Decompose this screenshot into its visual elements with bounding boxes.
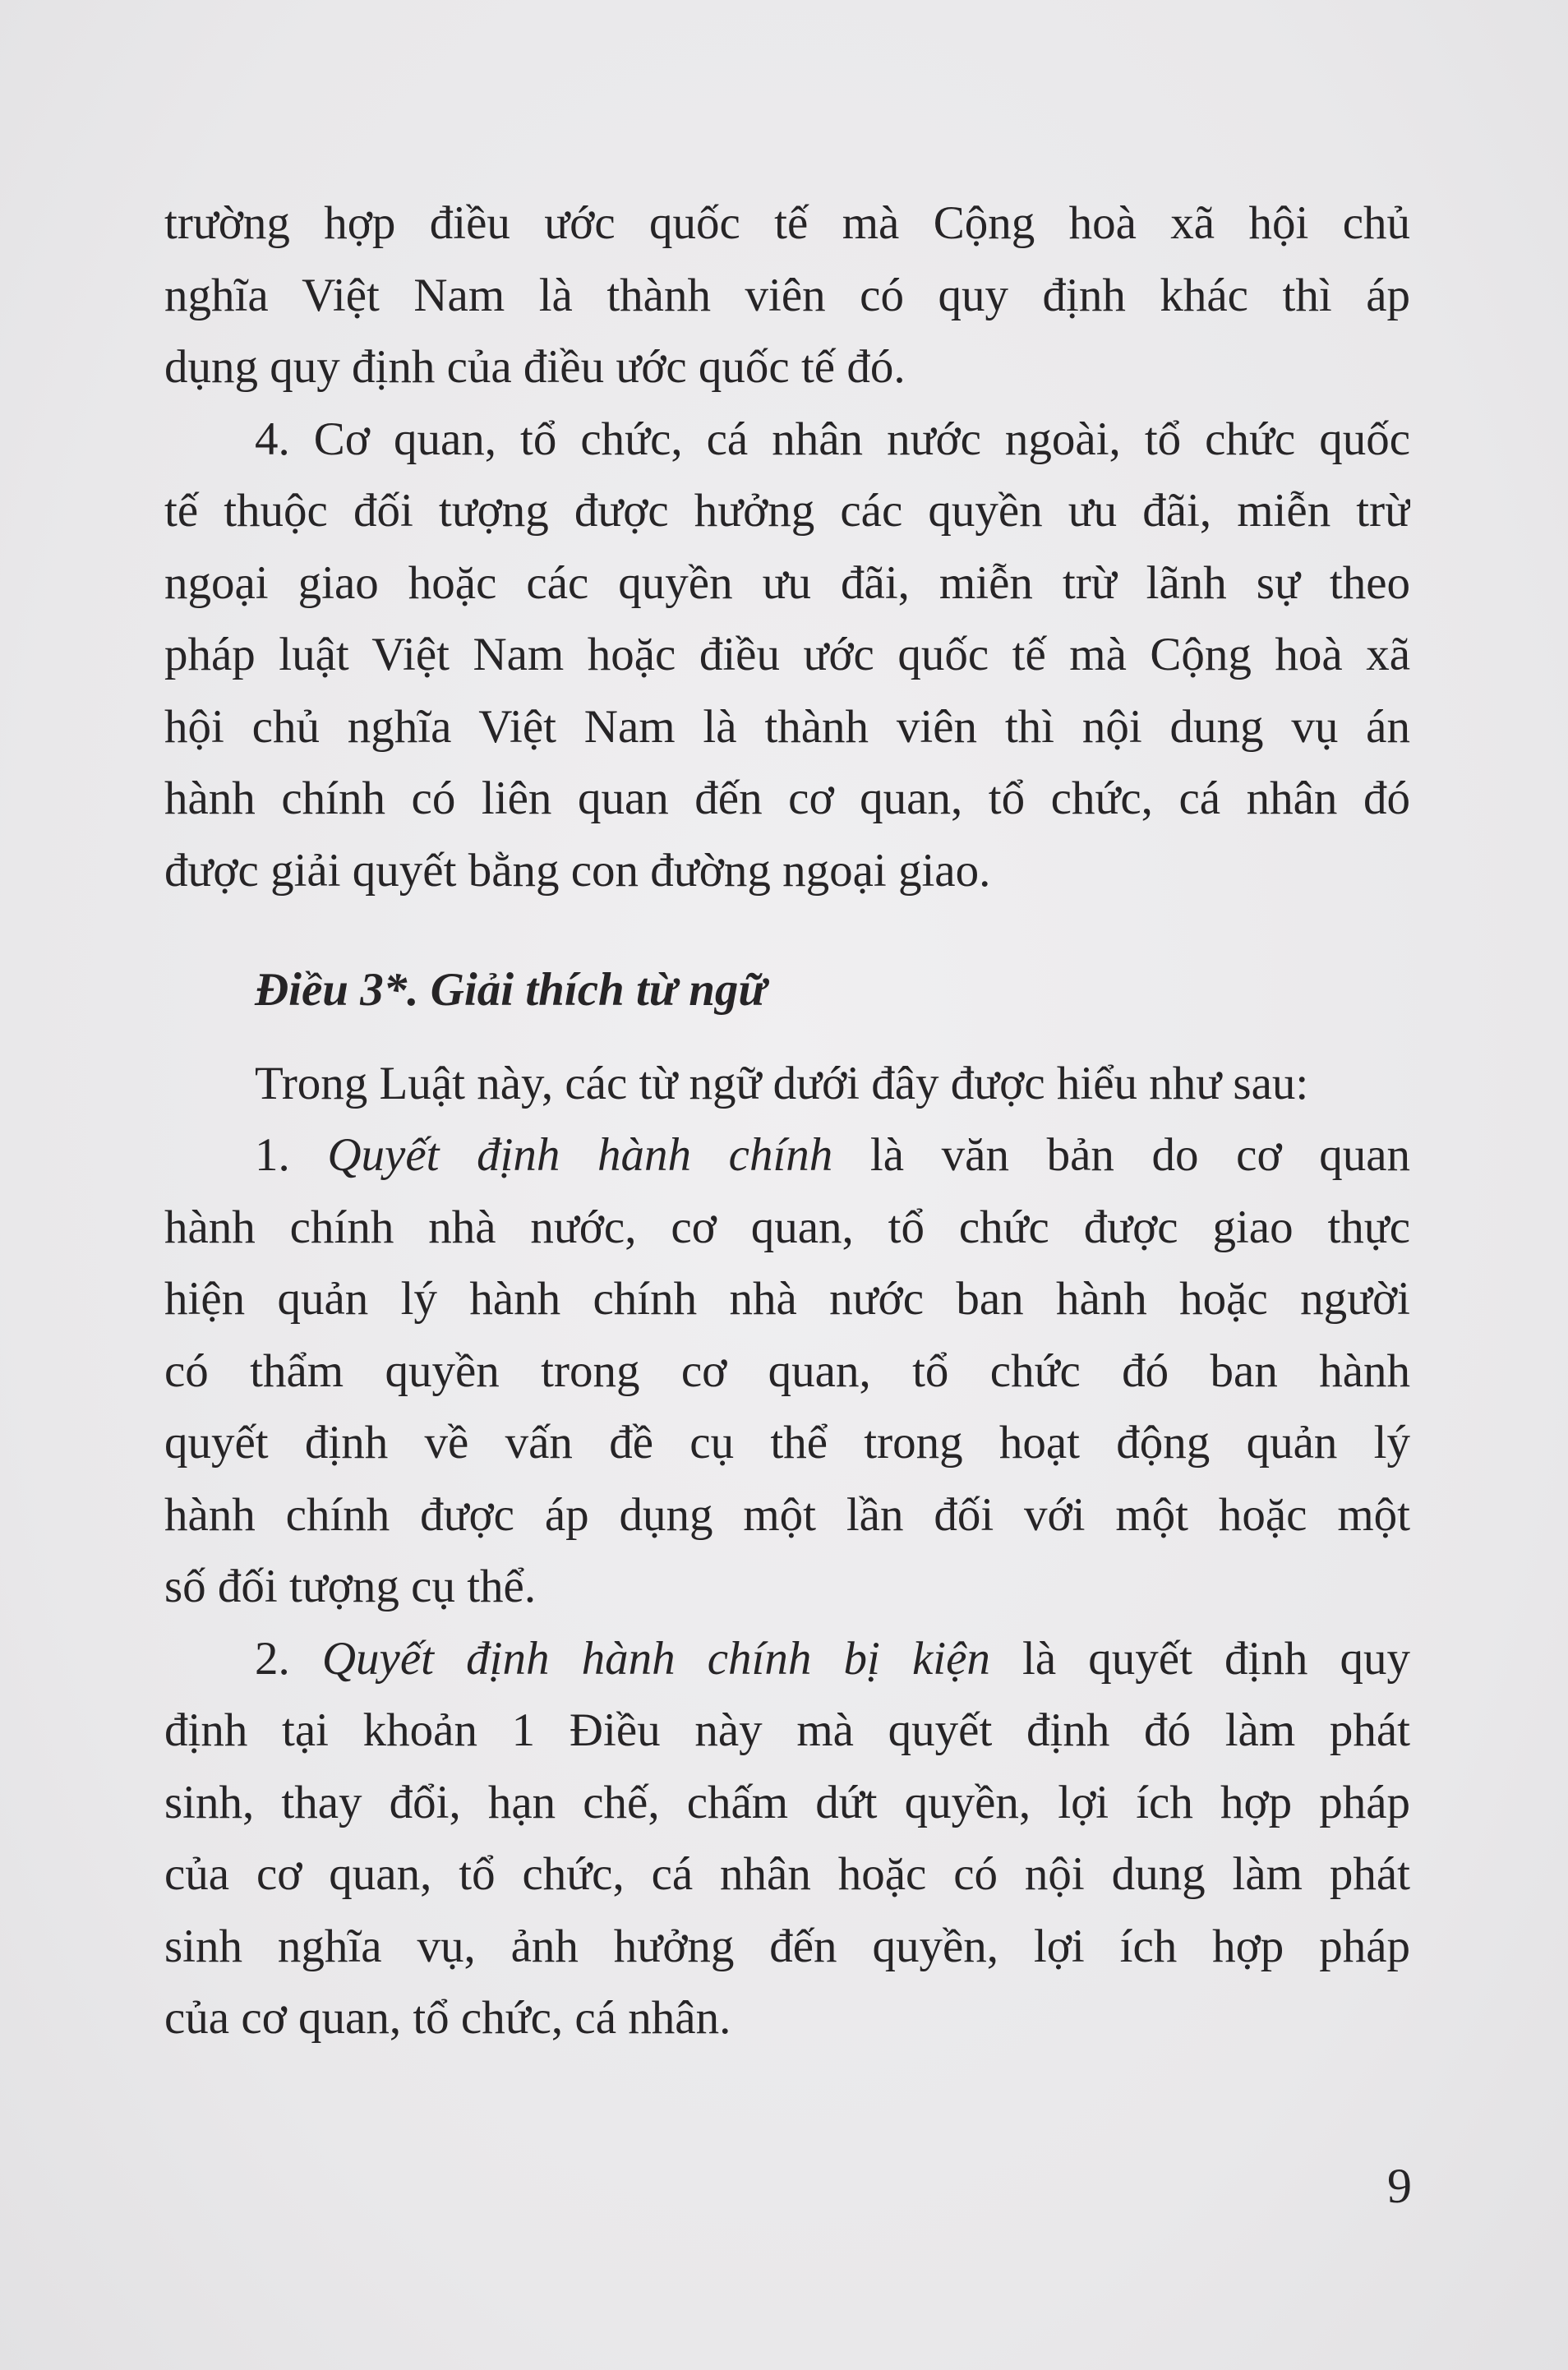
text-segment: dụng quy định của điều ước quốc tế đó. bbox=[164, 341, 906, 393]
text-line bbox=[164, 1695, 1410, 1767]
text-segment: ngoại giao hoặc các quyền ưu đãi, miễn trừ lãnh sự theo bbox=[164, 556, 1410, 609]
text-segment: Trong Luật này, các từ ngữ dưới đây được hiểu như sau: bbox=[255, 1057, 1309, 1109]
text-segment: được giải quyết bằng con đường ngoại giao. bbox=[164, 844, 991, 897]
defined-term: Quyết định hành chính bbox=[327, 1129, 833, 1181]
text-line bbox=[164, 1623, 1410, 1695]
text-line bbox=[164, 187, 1410, 260]
text-line bbox=[164, 1767, 1410, 1839]
text-line bbox=[164, 260, 1410, 332]
text-line bbox=[164, 691, 1410, 763]
defined-term: Quyết định hành chính bị kiện bbox=[321, 1632, 990, 1685]
text-line bbox=[164, 1119, 1410, 1192]
text-column bbox=[164, 187, 1410, 2054]
text-line bbox=[164, 475, 1410, 547]
text-segment: có thẩm quyền trong cơ quan, tổ chức đó ban hành bbox=[164, 1344, 1410, 1397]
text-segment: tế thuộc đối tượng được hưởng các quyền ưu đãi, miễn trừ bbox=[164, 485, 1410, 537]
text-line bbox=[164, 1838, 1410, 1911]
text-line bbox=[164, 547, 1410, 620]
text-segment: hiện quản lý hành chính nhà nước ban hành hoặc người bbox=[164, 1273, 1410, 1325]
text-segment: hội chủ nghĩa Việt Nam là thành viên thì nội dung vụ án bbox=[164, 700, 1410, 753]
text-segment: quyết định về vấn đề cụ thể trong hoạt động quản lý bbox=[164, 1417, 1410, 1469]
text-line bbox=[164, 1407, 1410, 1479]
text-segment: hành chính được áp dụng một lần đối với một hoặc một bbox=[164, 1488, 1410, 1541]
text-line bbox=[164, 403, 1410, 476]
page-number: 9 bbox=[1387, 2159, 1412, 2213]
section-heading bbox=[164, 954, 1410, 1026]
text-segment: Điều 3*. Giải thích từ ngữ bbox=[255, 964, 767, 1016]
text-segment: 1. bbox=[255, 1129, 328, 1181]
text-segment: nghĩa Việt Nam là thành viên có quy định khác thì áp bbox=[164, 269, 1410, 321]
text-line bbox=[164, 1479, 1410, 1552]
text-line bbox=[164, 763, 1410, 835]
text-line bbox=[164, 1048, 1410, 1120]
text-segment: định tại khoản 1 Điều này mà quyết định đó làm phát bbox=[164, 1704, 1410, 1756]
text-line bbox=[164, 1335, 1410, 1408]
text-line bbox=[164, 1982, 1410, 2054]
text-segment: sinh, thay đổi, hạn chế, chấm dứt quyền, lợi ích hợp pháp bbox=[164, 1776, 1410, 1828]
text-segment: pháp luật Việt Nam hoặc điều ước quốc tế mà Cộng hoà xã bbox=[164, 629, 1410, 680]
text-line bbox=[164, 619, 1410, 691]
text-line bbox=[164, 1192, 1410, 1264]
text-line bbox=[164, 1263, 1410, 1335]
text-segment: của cơ quan, tổ chức, cá nhân hoặc có nội dung làm phát bbox=[164, 1848, 1410, 1900]
text-segment: sinh nghĩa vụ, ảnh hưởng đến quyền, lợi ích hợp pháp bbox=[164, 1920, 1410, 1972]
text-line bbox=[164, 1911, 1410, 1983]
text-segment: hành chính nhà nước, cơ quan, tổ chức được giao thực bbox=[164, 1201, 1410, 1253]
text-line bbox=[164, 835, 1410, 907]
text-line bbox=[164, 331, 1410, 403]
text-segment: của cơ quan, tổ chức, cá nhân. bbox=[164, 1992, 731, 2044]
text-segment: trường hợp điều ước quốc tế mà Cộng hoà xã hội chủ bbox=[164, 197, 1410, 249]
text-segment: số đối tượng cụ thể. bbox=[164, 1561, 537, 1612]
text-line bbox=[164, 1551, 1410, 1623]
text-segment: 2. bbox=[255, 1632, 322, 1685]
text-segment: hành chính có liên quan đến cơ quan, tổ chức, cá nhân đó bbox=[164, 772, 1410, 824]
text-segment: là quyết định quy bbox=[989, 1632, 1410, 1685]
text-segment: 4. Cơ quan, tổ chức, cá nhân nước ngoài, tổ chức quốc bbox=[255, 413, 1410, 465]
text-segment: là văn bản do cơ quan bbox=[832, 1129, 1410, 1181]
